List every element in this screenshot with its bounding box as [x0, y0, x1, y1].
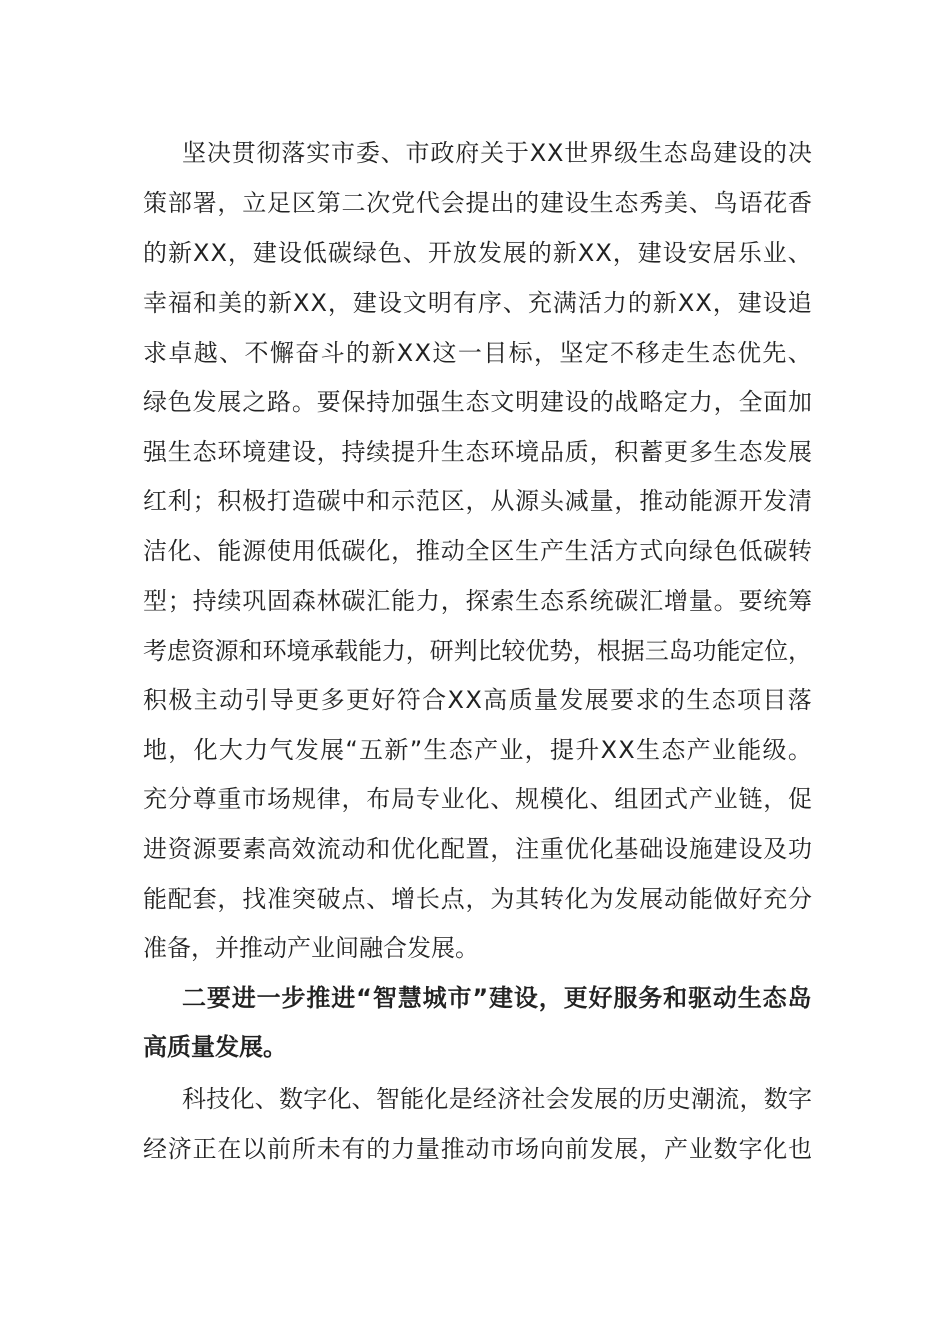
paragraph-1-line-6: 绿色发展之路。要保持加强生态文明建设的战略定力，全面加	[143, 388, 813, 416]
paragraph-1-line-15: 进资源要素高效流动和优化配置，注重优化基础设施建设及功	[143, 835, 813, 863]
paragraph-1-line-7: 强生态环境建设，持续提升生态环境品质，积蓄更多生态发展	[143, 438, 813, 466]
paragraph-1-line-1: 坚决贯彻落实市委、市政府关于XX世界级生态岛建设的决	[182, 139, 813, 167]
paragraph-1-line-8: 红利；积极打造碳中和示范区，从源头减量，推动能源开发清	[143, 487, 813, 515]
section-heading-line-1: 二要进一步推进“智慧城市”建设，更好服务和驱动生态岛	[182, 984, 813, 1012]
paragraph-1-line-9: 洁化、能源使用低碳化，推动全区生产生活方式向绿色低碳转	[143, 537, 813, 565]
paragraph-1-line-14: 充分尊重市场规律，布局专业化、规模化、组团式产业链，促	[143, 785, 813, 813]
paragraph-1-line-12: 积极主动引导更多更好符合XX高质量发展要求的生态项目落	[143, 686, 814, 714]
paragraph-1-line-3: 的新XX，建设低碳绿色、开放发展的新XX，建设安居乐业、	[143, 239, 813, 267]
paragraph-1-line-5: 求卓越、不懈奋斗的新XX这一目标，坚定不移走生态优先、	[143, 339, 814, 367]
paragraph-1-line-17: 准备，并推动产业间融合发展。	[143, 934, 479, 962]
paragraph-1-line-2: 策部署，立足区第二次党代会提出的建设生态秀美、鸟语花香	[143, 189, 813, 217]
section-heading-line-2: 高质量发展。	[143, 1033, 287, 1061]
paragraph-3-line-1: 科技化、数字化、智能化是经济社会发展的历史潮流，数字	[182, 1085, 813, 1113]
paragraph-1-line-10: 型；持续巩固森林碳汇能力，探索生态系统碳汇增量。要统筹	[143, 587, 813, 615]
paragraph-1-line-4: 幸福和美的新XX，建设文明有序、充满活力的新XX，建设追	[143, 289, 813, 317]
paragraph-1-line-13: 地，化大力气发展“五新”生态产业，提升XX生态产业能级。	[143, 736, 814, 764]
paragraph-3-line-2: 经济正在以前所未有的力量推动市场向前发展，产业数字化也	[143, 1135, 813, 1163]
paragraph-1-line-11: 考虑资源和环境承载能力，研判比较优势，根据三岛功能定位，	[143, 637, 812, 665]
paragraph-1-line-16: 能配套，找准突破点、增长点，为其转化为发展动能做好充分	[143, 885, 813, 913]
